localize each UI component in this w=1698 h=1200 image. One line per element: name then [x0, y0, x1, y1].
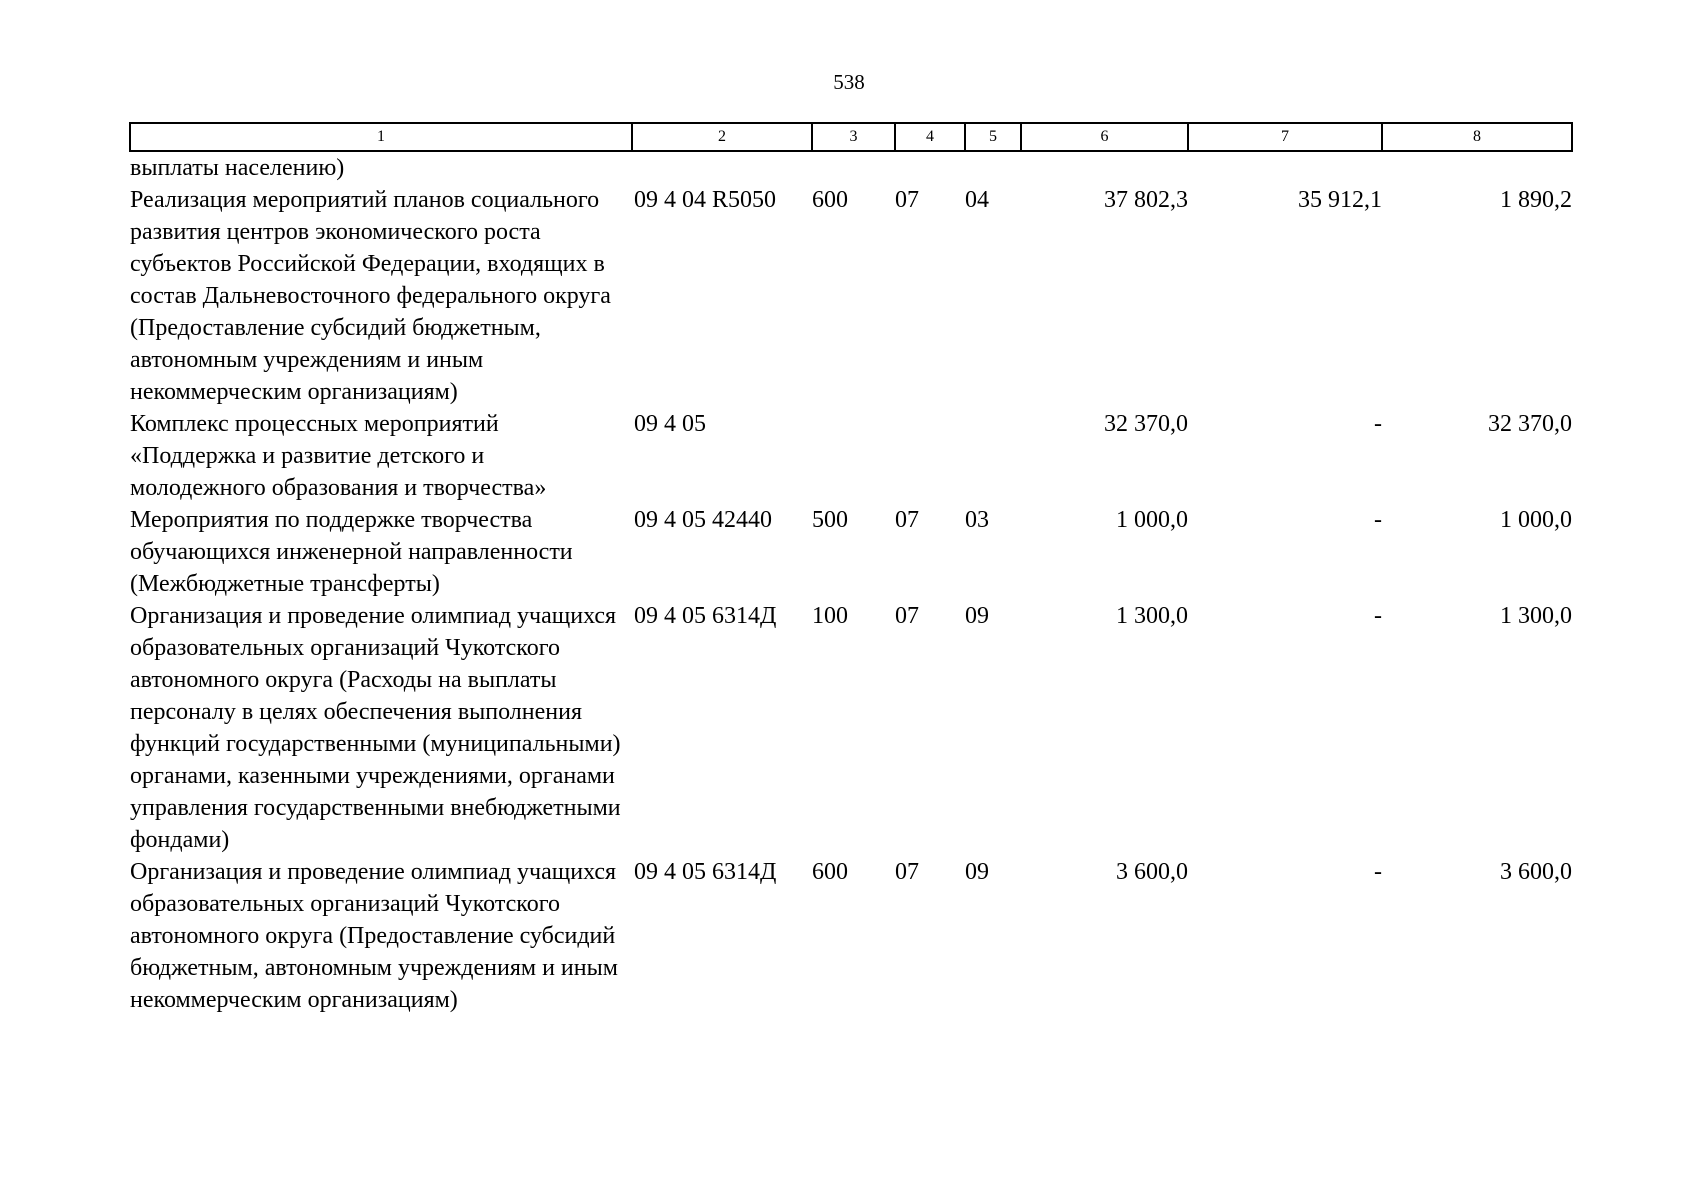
- column-header-3: 3: [812, 123, 895, 151]
- column-header-8: 8: [1382, 123, 1572, 151]
- row-name: Организация и проведение олимпиад учащихся образовательных организаций Чукотского автономного округа (Расходы на выплаты персоналу в целях обеспечения выполнения функций государственными (муниципальными) органами, казенными учреждениями, органами управления государственными внебюджетными фондами): [130, 603, 621, 853]
- row-total: [1021, 151, 1188, 184]
- row-target-code: 09 4 05: [634, 411, 706, 437]
- row-total: 1 300,0: [1116, 603, 1188, 629]
- row-target-code: 09 4 05 42440: [634, 507, 772, 533]
- row-section: 07: [895, 507, 919, 533]
- row-subsection: [965, 151, 1021, 184]
- row-section: [895, 151, 965, 184]
- table-row: [130, 504, 1572, 600]
- row-regional: 1 300,0: [1500, 603, 1572, 629]
- row-subsection: 04: [965, 187, 989, 213]
- row-expense-type: 100: [812, 603, 848, 629]
- row-target-code: 09 4 05 6314Д: [634, 603, 777, 629]
- table-header: [130, 123, 1572, 151]
- row-federal: -: [1374, 859, 1382, 885]
- row-expense-type: 600: [812, 859, 848, 885]
- row-federal: -: [1374, 411, 1382, 437]
- column-header-5: 5: [965, 123, 1021, 151]
- row-name: выплаты населению): [130, 155, 345, 181]
- row-section: 07: [895, 187, 919, 213]
- table-row: [130, 600, 1572, 856]
- row-target-code: [632, 151, 812, 184]
- row-expense-type: [812, 151, 895, 184]
- column-header-6: 6: [1021, 123, 1188, 151]
- row-total: 1 000,0: [1116, 507, 1188, 533]
- row-regional: 3 600,0: [1500, 859, 1572, 885]
- column-header-7: 7: [1188, 123, 1382, 151]
- header-row: [130, 123, 1572, 151]
- row-regional: [1382, 151, 1572, 184]
- row-target-code: 09 4 05 6314Д: [634, 859, 777, 885]
- column-header-2: 2: [632, 123, 812, 151]
- row-target-code: 09 4 04 R5050: [634, 187, 777, 213]
- row-name: Организация и проведение олимпиад учащихся образовательных организаций Чукотского автономного округа (Предоставление субсидий бюджетным, автономным учреждениям и иным некоммерческим организациям): [130, 859, 618, 1013]
- table-row: [130, 151, 1572, 184]
- row-total: 37 802,3: [1104, 187, 1188, 213]
- row-federal: 35 912,1: [1298, 187, 1382, 213]
- row-expense-type: [812, 408, 895, 504]
- page-number: 538: [833, 70, 865, 94]
- budget-table: [129, 122, 1573, 1016]
- column-header-1: 1: [130, 123, 632, 151]
- row-subsection: 09: [965, 603, 989, 629]
- row-expense-type: 600: [812, 187, 848, 213]
- row-federal: [1188, 151, 1382, 184]
- row-total: 32 370,0: [1104, 411, 1188, 437]
- row-total: 3 600,0: [1116, 859, 1188, 885]
- row-regional: 1 000,0: [1500, 507, 1572, 533]
- row-federal: -: [1374, 507, 1382, 533]
- row-subsection: 03: [965, 507, 989, 533]
- row-section: 07: [895, 603, 919, 629]
- row-section: 07: [895, 859, 919, 885]
- row-name: Реализация мероприятий планов социального развития центров экономического роста субъектов Российской Федерации, входящих в состав Дальневосточного федерального округа (Предоставление субсидий бюджетным, автономным учреждениям и иным некоммерческим организациям): [130, 187, 611, 405]
- table-row: [130, 856, 1572, 1016]
- table-body: [130, 151, 1572, 1016]
- row-name: Мероприятия по поддержке творчества обучающихся инженерной направленности (Межбюджетные трансферты): [130, 507, 573, 597]
- table-row: [130, 408, 1572, 504]
- row-regional: 1 890,2: [1500, 187, 1572, 213]
- row-subsection: 09: [965, 859, 989, 885]
- row-expense-type: 500: [812, 507, 848, 533]
- column-header-4: 4: [895, 123, 965, 151]
- row-federal: -: [1374, 603, 1382, 629]
- row-regional: 32 370,0: [1488, 411, 1572, 437]
- row-section: [895, 408, 965, 504]
- row-subsection: [965, 408, 1021, 504]
- table-row: [130, 184, 1572, 408]
- row-name: Комплекс процессных мероприятий «Поддержка и развитие детского и молодежного образования и творчества»: [130, 411, 547, 501]
